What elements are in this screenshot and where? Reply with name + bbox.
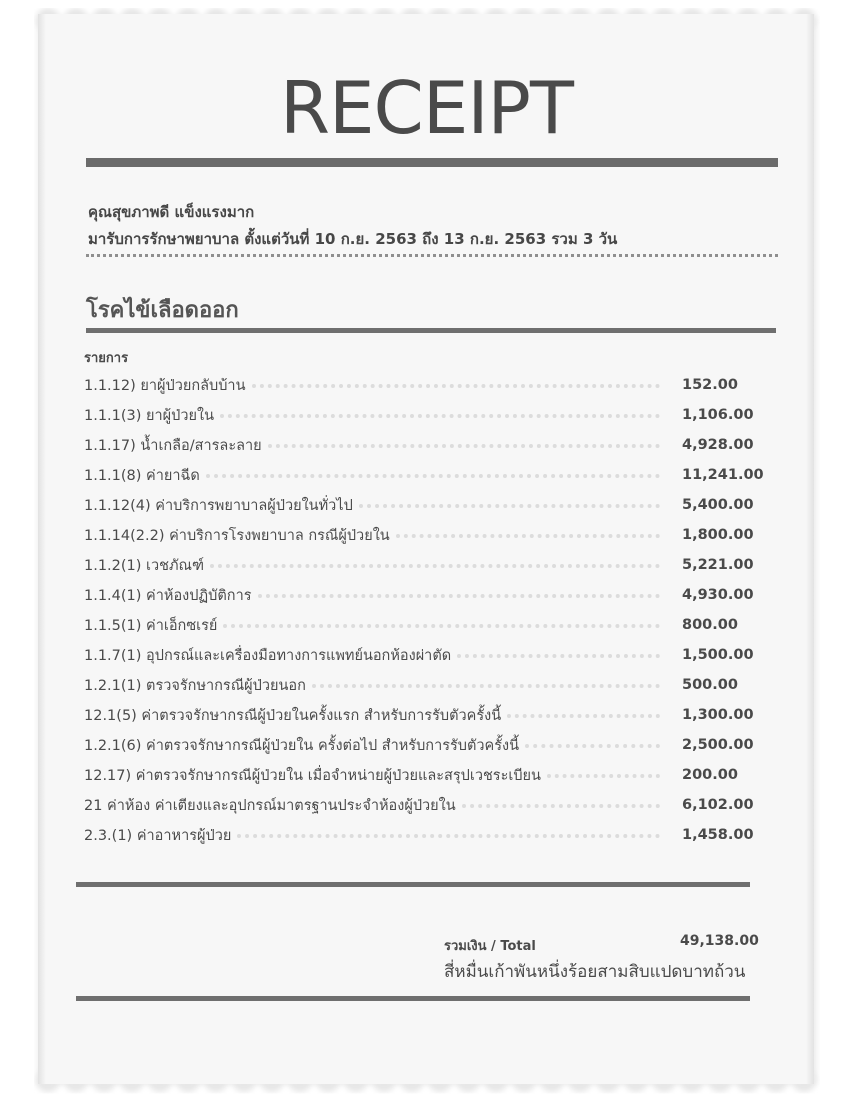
item-amount: 200.00 <box>682 767 738 783</box>
item-dot-leader <box>210 564 660 568</box>
item-dot-leader <box>206 474 660 478</box>
item-amount: 5,221.00 <box>682 557 754 573</box>
item-row <box>84 730 774 760</box>
item-amount: 1,106.00 <box>682 407 754 423</box>
item-amount: 1,300.00 <box>682 707 754 723</box>
item-label: 1.1.2(1) เวชภัณฑ์ <box>84 557 205 574</box>
item-label: 1.1.1(3) ยาผู้ป่วยใน <box>84 407 215 424</box>
item-label: 21 ค่าห้อง ค่าเตียงและอุปกรณ์มาตรฐานประจำห้องผู้ป่วยใน <box>84 797 456 814</box>
item-row <box>84 610 774 640</box>
item-label: 12.17) ค่าตรวจรักษากรณีผู้ป่วยใน เมื่อจำหน่ายผู้ป่วยและสรุปเวชระเบียน <box>84 767 541 784</box>
item-dot-leader <box>252 384 661 388</box>
paper-right-edge <box>806 14 814 1084</box>
item-amount: 11,241.00 <box>682 467 764 483</box>
item-label: 1.1.7(1) อุปกรณ์และเครื่องมือทางการแพทย์นอกห้องผ่าตัด <box>84 647 452 664</box>
item-amount: 6,102.00 <box>682 797 754 813</box>
patient-name: คุณสุขภาพดี แข็งแรงมาก <box>88 203 255 221</box>
item-dot-leader <box>525 744 660 748</box>
item-row <box>84 490 774 520</box>
item-dot-leader <box>220 414 660 418</box>
item-amount: 500.00 <box>682 677 738 693</box>
total-amount: 49,138.00 <box>680 933 759 949</box>
items-bottom-rule <box>76 882 750 887</box>
diagnosis-title: โรคไข้เลือดออก <box>86 298 239 323</box>
admission-period: มารับการรักษาพยาบาล ตั้งแต่วันที่ 10 ก.ย. 2563 ถึง 13 ก.ย. 2563 รวม 3 วัน <box>88 230 618 248</box>
item-dot-leader <box>507 714 660 718</box>
item-row <box>84 550 774 580</box>
item-amount: 1,458.00 <box>682 827 754 843</box>
item-row <box>84 370 774 400</box>
item-row <box>84 820 774 850</box>
item-dot-leader <box>396 534 660 538</box>
item-label: 1.1.17) น้ำเกลือ/สารละลาย <box>84 437 262 454</box>
item-label: 12.1(5) ค่าตรวจรักษากรณีผู้ป่วยในครั้งแรก สำหรับการรับตัวครั้งนี้ <box>84 707 502 724</box>
item-label: 2.3.(1) ค่าอาหารผู้ป่วย <box>84 827 232 844</box>
item-list <box>84 370 774 850</box>
item-row <box>84 790 774 820</box>
item-dot-leader <box>237 834 660 838</box>
item-amount: 4,930.00 <box>682 587 754 603</box>
item-row <box>84 580 774 610</box>
item-amount: 5,400.00 <box>682 497 754 513</box>
item-row <box>84 670 774 700</box>
item-row <box>84 400 774 430</box>
total-in-words: สี่หมื่นเก้าพันหนึ่งร้อยสามสิบแปดบาทถ้วน <box>444 962 746 982</box>
item-amount: 1,800.00 <box>682 527 754 543</box>
item-row <box>84 460 774 490</box>
item-label: 1.1.12) ยาผู้ป่วยกลับบ้าน <box>84 377 246 394</box>
item-label: 1.1.12(4) ค่าบริการพยาบาลผู้ป่วยในทั่วไป <box>84 497 353 514</box>
item-dot-leader <box>359 504 660 508</box>
item-row <box>84 700 774 730</box>
item-label: 1.1.1(8) ค่ายาฉีด <box>84 467 200 484</box>
item-dot-leader <box>268 444 660 448</box>
item-dot-leader <box>462 804 660 808</box>
item-amount: 1,500.00 <box>682 647 754 663</box>
item-label: 1.1.5(1) ค่าเอ็กซเรย์ <box>84 617 218 634</box>
receipt-title: RECEIPT <box>280 66 573 150</box>
item-label: 1.1.14(2.2) ค่าบริการโรงพยาบาล กรณีผู้ป่วยใน <box>84 527 390 544</box>
item-row <box>84 760 774 790</box>
item-amount: 152.00 <box>682 377 738 393</box>
item-dot-leader <box>547 774 660 778</box>
item-dot-leader <box>223 624 660 628</box>
item-amount: 2,500.00 <box>682 737 754 753</box>
paper-left-edge <box>38 14 46 1084</box>
total-bottom-rule <box>76 996 750 1001</box>
title-underline <box>86 158 778 167</box>
item-row <box>84 430 774 460</box>
item-dot-leader <box>258 594 660 598</box>
item-label: 1.2.1(1) ตรวจรักษากรณีผู้ป่วยนอก <box>84 677 306 694</box>
item-label: 1.2.1(6) ค่าตรวจรักษากรณีผู้ป่วยใน ครั้งต่อไป สำหรับการรับตัวครั้งนี้ <box>84 737 520 754</box>
item-row <box>84 640 774 670</box>
diagnosis-underline <box>86 328 776 333</box>
item-amount: 4,928.00 <box>682 437 754 453</box>
item-dot-leader <box>312 684 660 688</box>
dotted-separator <box>86 254 778 257</box>
item-dot-leader <box>457 654 660 658</box>
item-row <box>84 520 774 550</box>
items-header: รายการ <box>84 351 129 366</box>
item-amount: 800.00 <box>682 617 738 633</box>
total-label: รวมเงิน / Total <box>444 939 536 954</box>
item-label: 1.1.4(1) ค่าห้องปฏิบัติการ <box>84 587 252 604</box>
